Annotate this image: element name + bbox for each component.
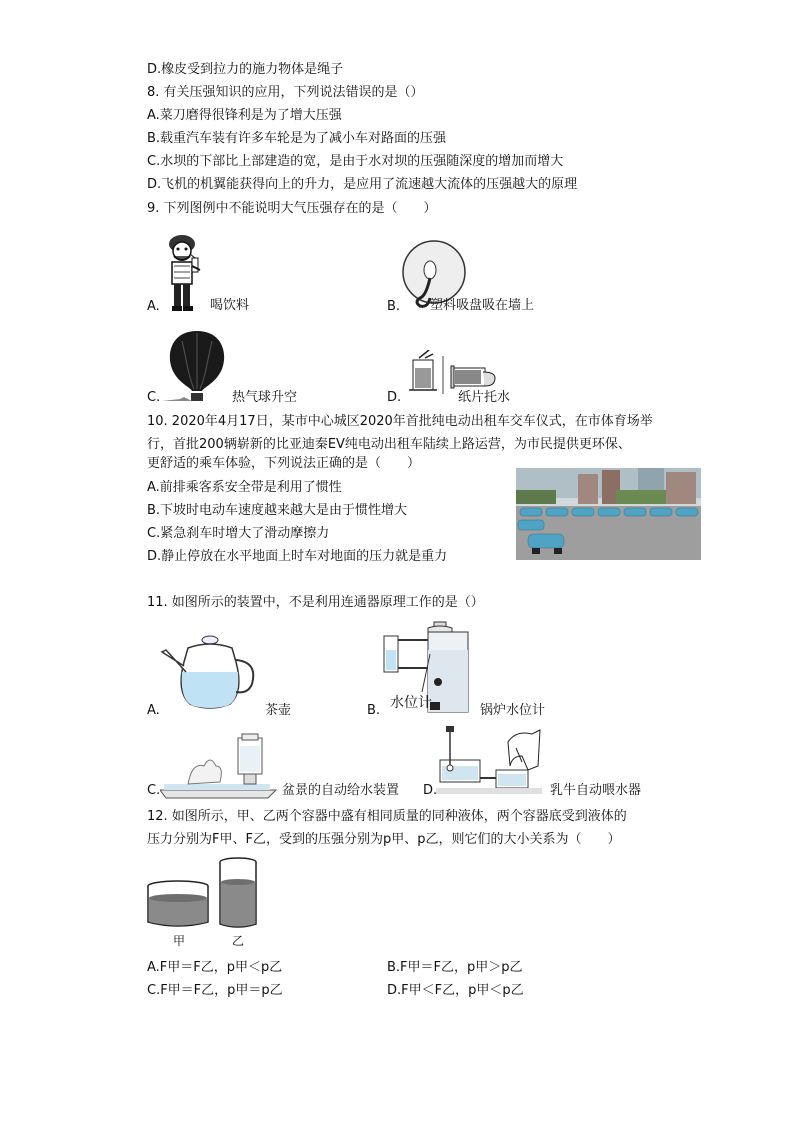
q12-option-d: D.F甲＜F乙，p甲＜p乙 xyxy=(387,983,524,998)
q8-stem: 8. 有关压强知识的应用，下列说法错误的是（） xyxy=(147,85,424,100)
q9-option-c-caption: 热气球升空 xyxy=(232,390,298,405)
electric-taxi-photo xyxy=(516,468,701,560)
q11-option-b-caption: 锅炉水位计 xyxy=(480,703,546,718)
q8-option-c: C.水坝的下部比上部建造的宽，是由于水对坝的压强随深度的增加而增大 xyxy=(147,154,564,169)
q12-option-a: A.F甲＝F乙，p甲＜p乙 xyxy=(147,960,283,975)
q11-option-d-caption: 乳牛自动喂水器 xyxy=(550,783,642,798)
container-label-jia: 甲 xyxy=(173,934,186,948)
q11-option-d-letter: D. xyxy=(423,783,438,798)
q10-option-d: D.静止停放在水平地面上时车对地面的压力就是重力 xyxy=(147,549,448,564)
q9-option-c-letter: C. xyxy=(147,390,161,405)
q10-option-b: B.下坡时电动车速度越来越大是由于惯性增大 xyxy=(147,503,408,518)
q9-option-a-letter: A. xyxy=(147,299,160,314)
q11-option-c-letter: C. xyxy=(147,783,161,798)
bonsai-water-figure xyxy=(160,732,282,800)
cow-water-trough-figure xyxy=(436,726,544,798)
q9-option-b-letter: B. xyxy=(387,299,401,314)
q12-stem-line-1: 12. 如图所示，甲、乙两个容器中盛有相同质量的同种液体，两个容器底受到液体的 xyxy=(147,809,627,824)
q8-option-b: B.载重汽车装有许多车轮是为了减小车对路面的压强 xyxy=(147,131,447,146)
q7-option-d: D.橡皮受到拉力的施力物体是绳子 xyxy=(147,62,344,77)
two-containers-figure xyxy=(146,856,266,932)
container-label-yi: 乙 xyxy=(232,934,245,948)
q11-option-b-letter: B. xyxy=(367,703,381,718)
q11-option-a-caption: 茶壶 xyxy=(265,703,292,718)
q10-option-a: A.前排乘客系安全带是利用了惯性 xyxy=(147,480,342,495)
water-gauge-label: 水位计 xyxy=(390,695,432,711)
q12-option-c: C.F甲＝F乙，p甲＝p乙 xyxy=(147,983,283,998)
teapot-figure xyxy=(160,632,260,714)
q10-option-c: C.紧急刹车时增大了滑动摩擦力 xyxy=(147,526,330,541)
q9-option-d-letter: D. xyxy=(387,390,402,405)
q8-option-d: D.飞机的机翼能获得向上的升力，是应用了流速越大流体的压强越大的原理 xyxy=(147,177,578,192)
q12-option-b: B.F甲＝F乙，p甲＞p乙 xyxy=(387,960,523,975)
q10-stem-line-2: 行，首批200辆崭新的比亚迪秦EV纯电动出租车陆续上路运营，为市民提供更环保、 xyxy=(147,437,631,452)
q11-stem: 11. 如图所示的装置中，不是利用连通器原理工作的是（） xyxy=(147,595,484,610)
q11-option-a-letter: A. xyxy=(147,703,160,718)
q9-option-a-caption: 喝饮料 xyxy=(210,298,250,313)
q10-stem-line-3: 更舒适的乘车体验，下列说法正确的是（ ） xyxy=(147,456,421,471)
q12-stem-line-2: 压力分别为F甲、F乙，受到的压强分别为p甲、p乙，则它们的大小关系为（ ） xyxy=(147,832,621,847)
q10-stem-line-1: 10. 2020年4月17日，某市中心城区2020年首批纯电动出租车交车仪式，在市体育场举 xyxy=(147,414,653,429)
q11-option-c-caption: 盆景的自动给水装置 xyxy=(282,783,400,798)
hot-air-balloon-figure xyxy=(162,327,232,403)
drinking-person-figure xyxy=(160,232,210,314)
q9-stem: 9. 下列图例中不能说明大气压强存在的是（ ） xyxy=(147,201,437,216)
q9-option-b-caption: 塑料吸盘吸在墙上 xyxy=(430,298,535,313)
q8-option-a: A.菜刀磨得很锋利是为了增大压强 xyxy=(147,108,342,123)
q9-option-d-caption: 纸片托水 xyxy=(458,390,511,405)
